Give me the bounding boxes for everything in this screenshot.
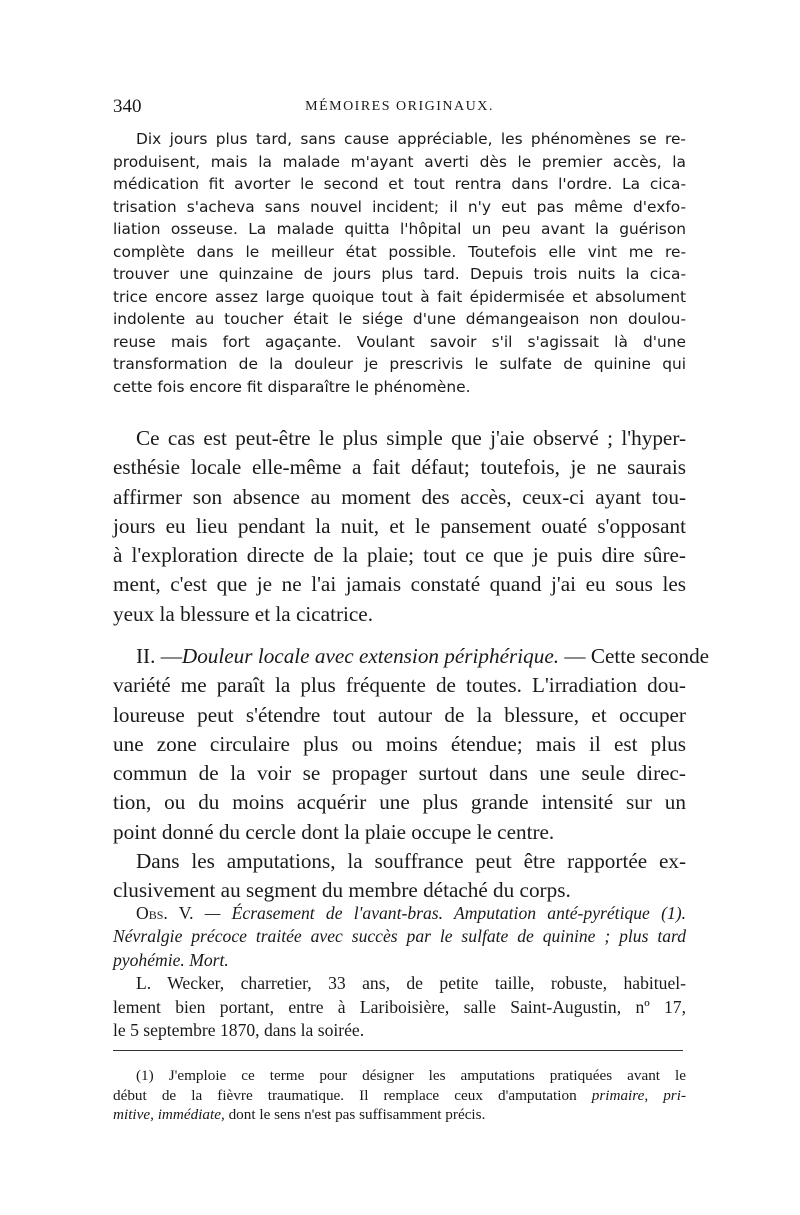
text-line: affirmer son absence au moment des accès, ceux-ci ayant tou-: [113, 484, 686, 509]
footnote: [113, 1066, 686, 1125]
text-line: ment, c'est que je ne l'ai jamais constaté quand j'ai eu sous les: [113, 572, 686, 597]
running-header: [113, 96, 686, 122]
text-line: lement bien portant, entre à Lariboisière, salle Saint-Augustin, nº 17,: [113, 996, 686, 1017]
footnote-line: [113, 1105, 686, 1125]
text-line: cette fois encore fit disparaître le phénomène.: [113, 377, 471, 396]
text-line: produisent, mais la malade m'ayant averti dès le premier accès, la: [113, 152, 686, 171]
footnote-divider: [113, 1050, 683, 1051]
text-line: reuse mais fort agaçante. Voulant savoir s'il s'agissait là d'une: [113, 332, 686, 351]
text-line: variété me paraît la plus fréquente de toutes. L'irradiation dou-: [113, 673, 686, 698]
text-line: Dix jours plus tard, sans cause appréciable, les phénomènes se re-: [136, 130, 686, 148]
page-number: 340: [113, 96, 142, 117]
text-line: trice encore assez large quoique tout à fait épidermisée et absolument: [113, 287, 686, 306]
text-line: à l'exploration directe de la plaie; tout ce que je puis dire sûre-: [113, 543, 686, 568]
text-line: trisation s'acheva sans nouvel incident; il n'y eut pas même d'exfo-: [113, 197, 686, 216]
text-line: commun de la voir se propager surtout dans une seule direc-: [113, 761, 686, 786]
running-title: MÉMOIRES ORIGINAUX.: [305, 99, 494, 114]
text-line: esthésie locale elle-même a fait défaut; toutefois, je ne saurais: [113, 455, 686, 480]
text-line: Dans les amputations, la souffrance peut être rapportée ex-: [136, 849, 686, 874]
observation-title-line: Névralgie précoce traitée avec succès par le sulfate de quinine ; plus tard: [113, 926, 686, 947]
section-heading-rest: — Cette seconde: [564, 644, 710, 668]
footnote-emphasis: mitive, immédiate,: [113, 1106, 225, 1124]
observation-title-line: pyohémie. Mort.: [113, 949, 229, 970]
footnote-text: dont le sens n'est pas suffisamment précis.: [228, 1106, 486, 1124]
footnote-text: début de la fièvre traumatique. Il remplace ceux d'amputation: [113, 1086, 577, 1104]
text-line: Ce cas est peut-être le plus simple que j'aie observé ; l'hyper-: [136, 426, 686, 450]
paragraph-continued: [113, 128, 686, 398]
text-line: jours eu lieu pendant la nuit, et le pansement ouaté s'opposant: [113, 513, 686, 538]
paragraph-case-summary: [113, 424, 686, 629]
section-number: II. —: [136, 644, 182, 668]
observation-title-line: [113, 902, 686, 925]
text-line: trouver une quinzaine de jours plus tard. Depuis trois nuits la cica-: [113, 265, 686, 283]
footnote-line: (1) J'emploie ce terme pour désigner les amputations pratiquées avant le: [136, 1067, 686, 1084]
observation-label: Obs. V.: [136, 903, 194, 923]
text-line: loureuse peut s'étendre tout autour de la blessure, et occuper: [113, 702, 686, 727]
footnote-emphasis: primaire, pri-: [591, 1086, 686, 1104]
footnote-line: [113, 1086, 686, 1106]
section-ii: [113, 642, 710, 906]
text-line: point donné du cercle dont la plaie occupe le centre.: [113, 819, 555, 844]
observation-v: [113, 902, 686, 1042]
text-line: transformation de la douleur je prescrivis le sulfate de quinine qui: [113, 355, 686, 373]
text-line: complète dans le meilleur état possible. Toutefois elle vint me re-: [113, 242, 686, 261]
text-line: indolente au toucher était le siége d'une démangeaison non doulou-: [113, 310, 686, 328]
text-line: tion, ou du moins acquérir une plus grande intensité sur un: [113, 790, 686, 815]
section-heading: Douleur locale avec extension périphérique.: [181, 644, 560, 668]
text-line: liation osseuse. La malade quitta l'hôpital un peu avant la guérison: [113, 220, 686, 238]
text-line: le 5 septembre 1870, dans la soirée.: [113, 1020, 365, 1041]
text-line: yeux la blessure et la cicatrice.: [113, 601, 374, 626]
text-line: une zone circulaire plus ou moins étendue; mais il est plus: [113, 731, 686, 756]
text-line: L. Wecker, charretier, 33 ans, de petite taille, robuste, habituel-: [136, 973, 686, 994]
section-heading-line: [113, 642, 710, 671]
text-line: médication fit avorter le second et tout rentra dans l'ordre. La cica-: [113, 175, 686, 193]
text-line: clusivement au segment du membre détaché du corps.: [113, 878, 571, 903]
observation-title: — Écrasement de l'avant-bras. Amputation anté-pyrétique (1).: [204, 903, 686, 923]
